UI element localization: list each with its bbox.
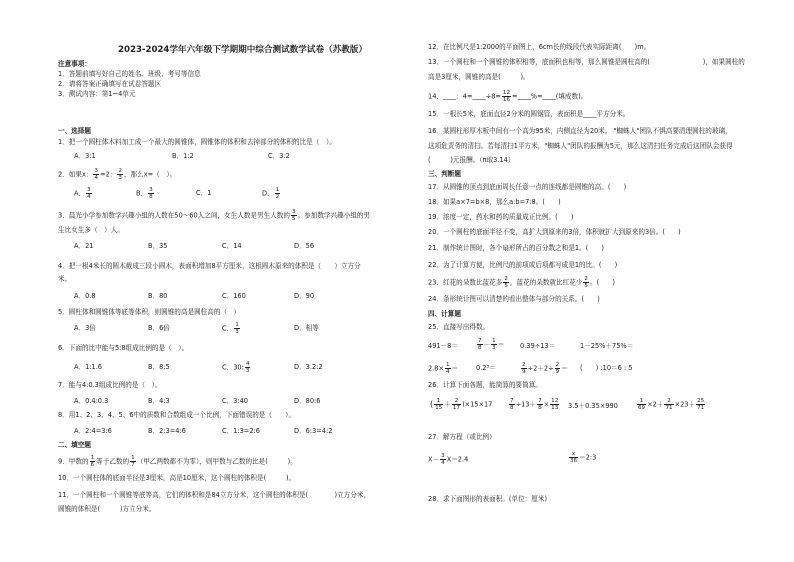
question-11: 11．一个圆柱和一个圆锥等底等高，它们的体积和是84立方分米，这个圆柱的体积是( )立方分米， [58, 491, 371, 499]
section-heading: 二、填空题 [58, 441, 91, 449]
question-21: 21．制作统计图时，各个扇形所占的百分数之和是1。( ) [428, 244, 604, 252]
question-25: 25．直接写出得数。 [428, 323, 490, 331]
option: A．21 [74, 242, 94, 250]
question-24: 24．条形统计图可以清楚的看出整体与部分的关系。( ) [428, 295, 600, 303]
equation: X－ $\frac{3}{4}$ X＝2.4 [428, 453, 469, 466]
question-15: 15．一根长5米，底面直径2分米的圆钢管，表面积是____平方分米。 [428, 110, 630, 118]
option: A． $\frac{3}{4}$ [74, 187, 91, 200]
option: D．90 [294, 292, 315, 300]
question-3: 3．晨光小学参加数学兴趣小组的人数在50～60人之间，女生人数是男生人数的 $\frac{3}{5}$ 。参加数学兴趣小组的男 [58, 209, 371, 222]
option: A．3:1 [74, 152, 96, 160]
question-2: 2．如果x： $\frac{3}{4}$ =2： $\frac{2}{3}$ ，那么x=（ ）。 [58, 168, 177, 181]
section-heading: 一、选择题 [58, 127, 91, 135]
question-12: 12．在比例尺是1:2000的平面图上，6cm长的线段代表实际距离( )m。 [428, 43, 651, 51]
option: A．0.8 [74, 292, 96, 300]
question-16-cont: ( )元报酬。（π取3.14） [428, 156, 515, 164]
option: A．0.4:0.3 [74, 397, 109, 405]
question-1: 1．把一个圆柱体木料加工成一个最大的圆锥体，圆锥体的体积和去掉部分的体积的比是（ ）。 [58, 138, 336, 146]
option: C． $\frac{1}{3}$ [222, 322, 239, 335]
question-19: 19．浓度一定，药水和药的质量成正比例。( ) [428, 213, 574, 221]
question-7: 7．能与4:0.3组成比例的是（ ）。 [58, 381, 162, 389]
option: A．2:4=3:6 [74, 427, 112, 435]
question-27: 27．解方程（或比例） [428, 433, 496, 441]
calc-expression: $\frac{7}{8}$ ÷13＋ $\frac{7}{8}$ × $\frac{12}{13}$ [510, 398, 559, 411]
option: B．1:2 [172, 152, 194, 160]
notes-header: 注意事项： [58, 60, 91, 68]
question-8: 8．用1、2、3、4、5、6中的质数和合数组成一个比例，下面错误的是（ ）。 [58, 411, 296, 419]
section-heading: 四、计算题 [428, 310, 461, 318]
calc-item: 0.2³＝ [476, 364, 496, 372]
option: D．3.2:2 [294, 363, 323, 371]
option: C．160 [222, 292, 246, 300]
option: D．80:6 [294, 397, 321, 405]
question-16: 16．某圆柱形厚木板中间有一个高为95米，内侧直径为20米。 "蜘蛛人"团队不惧高要清理圆柱的玻璃， [428, 127, 732, 135]
option: B．80 [148, 292, 168, 300]
option: B．4:3 [148, 397, 170, 405]
question-22: 22．为了计算方便，比例尺的前项或后项都写成是1的比。( ) [428, 261, 618, 269]
option: B．6倍 [148, 324, 170, 332]
option: C．3:40 [222, 397, 249, 405]
calc-item: 1－25%＋75%＝ [580, 342, 634, 350]
question-9: 9．甲数的 $\frac{1}{6}$ 等于乙数的 $\frac{1}{7}$ （甲乙两数都不为零），则甲数与乙数的比是( )。 [58, 455, 297, 468]
option: D．相等 [294, 324, 319, 332]
notes-item: 1．答题前填写好自己的姓名、班级、考号等信息 [58, 70, 201, 78]
calc-item: $\frac{7}{8}$ － $\frac{1}{3}$ ＝ [478, 338, 505, 351]
question-28: 28．求下面图形的表面积。(单位：厘米) [428, 495, 548, 503]
question-10: 10．一个圆柱体的底面半径是3厘米，高是10厘米，这个圆柱的体积是( )。 [58, 474, 296, 482]
option: C．30: $\frac{4}{3}$ [222, 361, 250, 374]
question-13-cont: 高是3厘米，圆锥的高是( )。 [428, 73, 530, 81]
question-4: 4．把一根4米长的圆木截成三段小圆木，表面积增加8平方厘米，这根圆木原来的体积是（ ）立方分 [58, 262, 361, 270]
question-26: 26．计算下面各题，能简算的要简算。 [428, 381, 542, 389]
calc-expression: ( $\frac{1}{15}$ ＋ $\frac{2}{17}$ )×15×17 [430, 398, 493, 411]
question-20: 20．一个圆柱的底面半径不变，高扩大到原来的3倍，体积就扩大到原来的3倍。( ) [428, 228, 681, 236]
equation: $\frac{x}{36}$ ＝2:3 [570, 451, 597, 464]
calc-item: 2.8× $\frac{1}{4}$ ＝ [428, 362, 459, 375]
option: B．2:3=4:6 [148, 427, 186, 435]
calc-expression: $\frac{1}{69}$ ×2＋ $\frac{2}{71}$ ×23＋ $\frac{25}{71}$ [638, 398, 705, 411]
option: D．6:3=4:2 [294, 427, 333, 435]
option: B． $\frac{3}{8}$ [136, 187, 153, 200]
option: D．56 [294, 242, 315, 250]
option: B．35 [148, 242, 168, 250]
section-heading: 三、判断题 [428, 170, 461, 178]
option: A．3倍 [74, 324, 96, 332]
question-5: 5．圆柱体和圆锥体等底等体积，则圆锥的高是圆柱高的（ ） [58, 308, 241, 316]
option: C．1:3=2:6 [222, 427, 260, 435]
calc-item: 0.39÷13＝ [520, 342, 556, 350]
option: B．8:5 [148, 363, 170, 371]
option: C．3:2 [268, 152, 290, 160]
question-17: 17．从圆锥的顶点到底面周长任意一点的连线都是圆锥的高。( ) [428, 183, 627, 191]
option: C．1 [196, 189, 212, 197]
question-18: 18．如果a×7=b×8，那么a:b=7:8。( ) [428, 198, 561, 206]
question-6: 6．下面的比中能与5:8组成比例的是（ ）。 [58, 344, 189, 352]
question-13: 13．一个圆柱和一个圆锥的体积相等，底面积也相等，那么圆锥是圆柱高的( )，如果圆柱的 [428, 58, 745, 66]
exam-title: 2023-2024学年六年级下学期期中综合测试数学试卷（苏教版） [118, 45, 368, 55]
notes-item: 2．请将答案正确填写在试卷答题区 [58, 80, 162, 88]
question-3-cont: 生比女生多（ ）人。 [58, 226, 124, 234]
notes-item: 3．测试内容：第1~4单元 [58, 90, 136, 98]
option: C．14 [222, 242, 242, 250]
option: A．1:1.6 [74, 363, 103, 371]
calc-item: 491－8＝ [428, 342, 458, 350]
question-4-cont: 米。 [58, 275, 72, 283]
calc-item: $\frac{2}{9}$ ÷2＋2÷ $\frac{2}{9}$ ＝ [522, 362, 568, 375]
calc-item: ( ) :10＝6 : 5 [580, 364, 633, 372]
option: D． $\frac{1}{2}$ [262, 187, 280, 200]
question-23: 23．红花的朵数比蓝花多 $\frac{2}{5}$ ，蓝花的朵数就比红花少 $\frac{2}{5}$ 。( ) [428, 276, 615, 289]
question-14: 14．____：4=____÷8= $\frac{12}{16}$ =____%=____(填成数)。 [428, 90, 588, 103]
calc-expression: 3.5＋0.35×990 [568, 402, 618, 410]
question-16-cont: 这项危责务的清扫。若每清扫1平方米，"蜘蛛人"团队的报酬为5元，那么这清扫任务完成后这团队会获得 [428, 142, 733, 150]
question-11-cont: 圆锥的体积是( )方立分米。 [58, 505, 156, 513]
